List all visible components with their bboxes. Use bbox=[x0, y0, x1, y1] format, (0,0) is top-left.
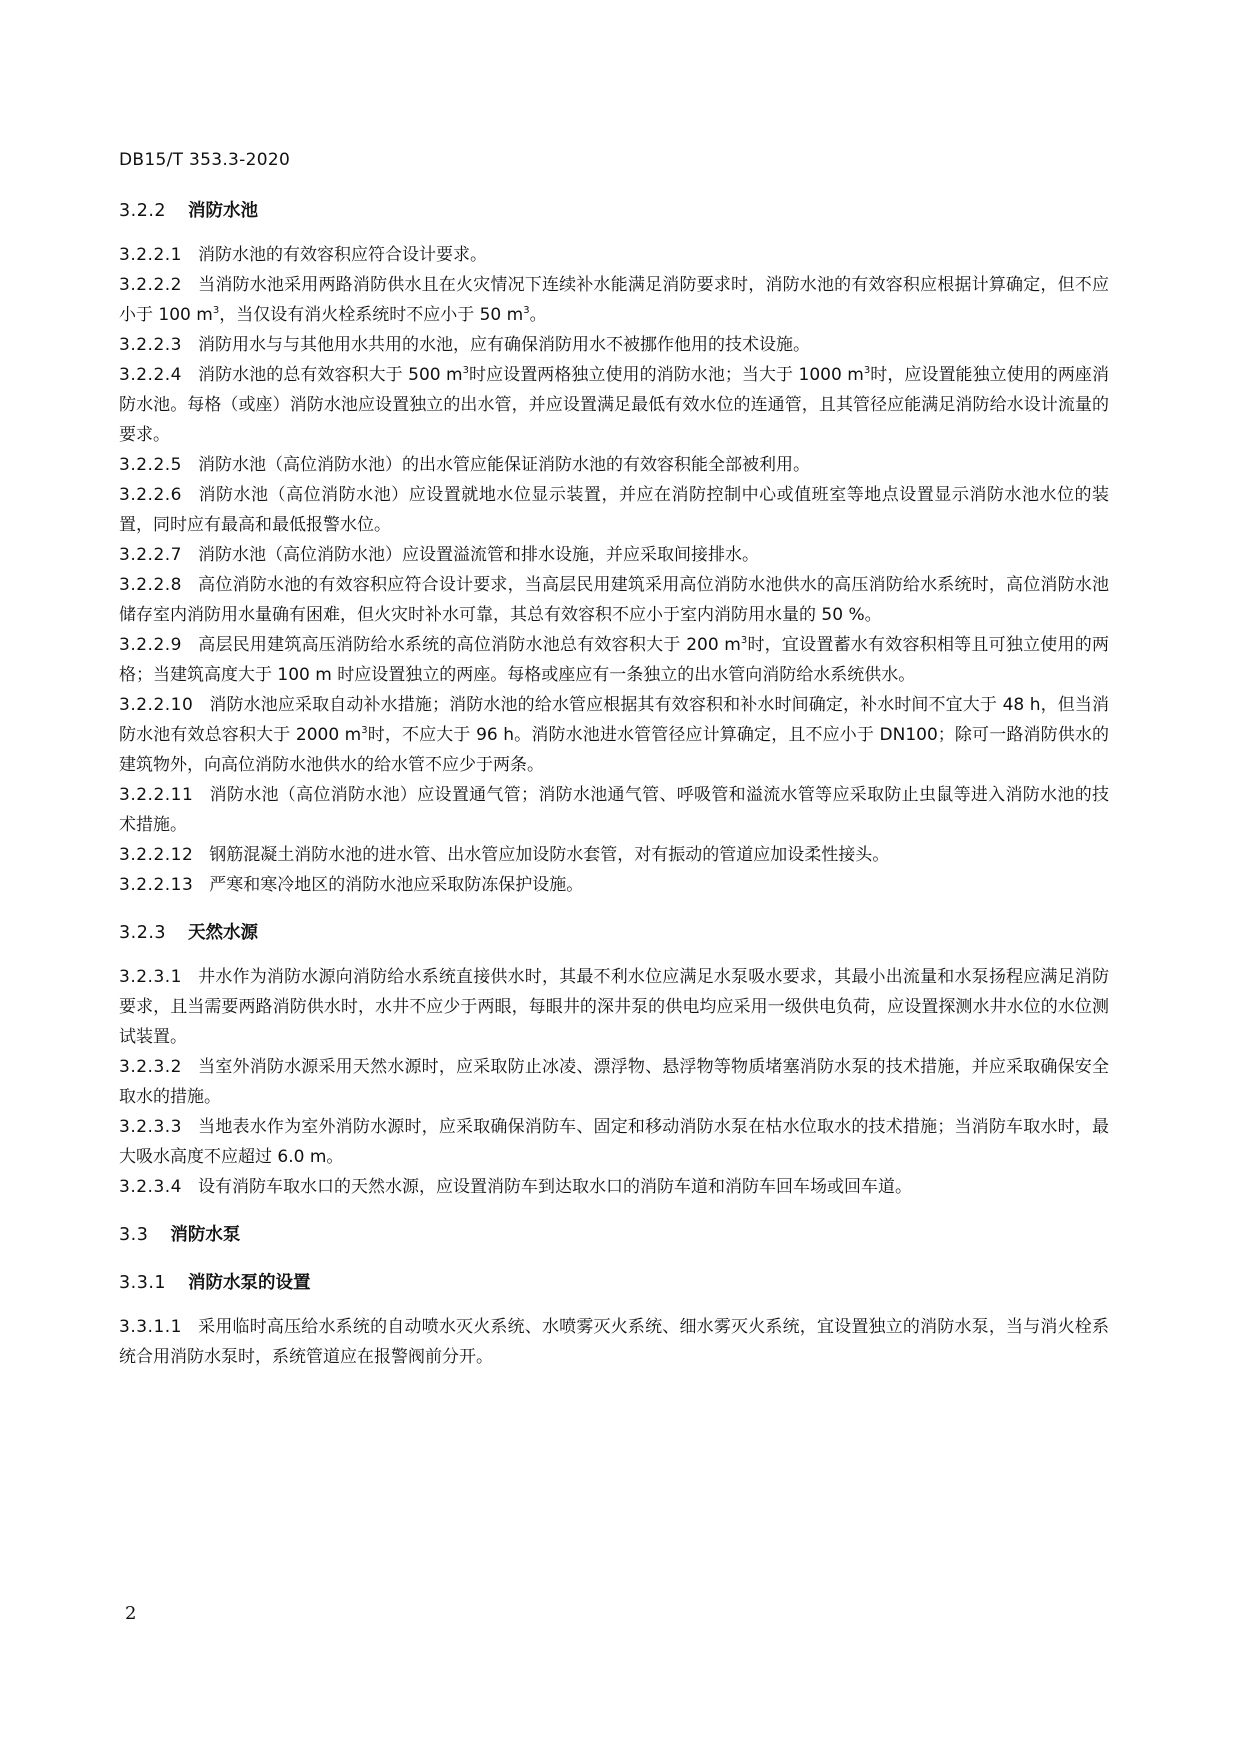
section-heading bbox=[119, 1268, 1109, 1298]
clause-text: 消防水池（高位消防水池）应设置通气管；消防水池通气管、呼吸管和溢流水管等应采取防止虫鼠等进入消防水池的技术措施。 bbox=[119, 785, 1109, 835]
clause-number: 3.2.2.7 bbox=[119, 545, 182, 565]
clause-number: 3.3.1.1 bbox=[119, 1317, 182, 1337]
clause-text: 消防水池的总有效容积大于 500 m bbox=[197, 365, 463, 385]
clause-text: 消防水池应采取自动补水措施；消防水池的给水管应根据其有效容积和补水时间确定，补水时间不宜大于 48 h，但当消防水池有效总容积大于 2000 m bbox=[119, 695, 1109, 745]
clause bbox=[119, 480, 1109, 540]
clause-number: 3.2.3.4 bbox=[119, 1177, 182, 1197]
clause-number: 3.2.2.1 bbox=[119, 245, 182, 265]
section-title: 消防水泵的设置 bbox=[188, 1273, 311, 1293]
clause bbox=[119, 360, 1109, 450]
superscript: 3 bbox=[462, 365, 469, 376]
clause-text: 时，应设置能独立使用的两座消防水池。每格（或座）消防水池应设置独立的出水管，并应设置满足最低有效水位的连通管，且其管径应能满足消防给水设计流量的要求。 bbox=[119, 365, 1109, 445]
clause bbox=[119, 540, 1109, 570]
clause-number: 3.2.2.9 bbox=[119, 635, 182, 655]
clause bbox=[119, 630, 1109, 690]
clause-text: 时应设置两格独立使用的消防水池；当大于 1000 m bbox=[469, 365, 864, 385]
clause-text: 当消防水池采用两路消防供水且在火灾情况下连续补水能满足消防要求时，消防水池的有效容积应根据计算确定，但不应小于 100 m bbox=[119, 275, 1109, 325]
section-number: 3.2.2 bbox=[119, 201, 167, 221]
superscript: 3 bbox=[863, 365, 871, 376]
clause-text: 消防用水与与其他用水共用的水池，应有确保消防用水不被挪作他用的技术设施。 bbox=[197, 335, 810, 355]
clause bbox=[119, 690, 1109, 780]
clause-number: 3.2.2.10 bbox=[119, 695, 194, 715]
clause bbox=[119, 1312, 1109, 1372]
clause-text: 设有消防车取水口的天然水源，应设置消防车到达取水口的消防车道和消防车回车场或回车道。 bbox=[197, 1177, 912, 1197]
clause-text: ，当仅设有消火栓系统时不应小于 50 m bbox=[219, 305, 524, 325]
clause-text: 当室外消防水源采用天然水源时，应采取防止冰凌、漂浮物、悬浮物等物质堵塞消防水泵的技术措施，并应采取确保安全取水的措施。 bbox=[119, 1057, 1109, 1107]
clause-text: 。 bbox=[529, 305, 547, 325]
superscript: 3 bbox=[361, 725, 368, 736]
clause-text: 时，宜设置蓄水有效容积相等且可独立使用的两格；当建筑高度大于 100 m 时应设置独立的两座。每格或座应有一条独立的出水管向消防给水系统供水。 bbox=[119, 635, 1109, 685]
superscript: 3 bbox=[212, 305, 220, 316]
section-number: 3.2.3 bbox=[119, 923, 167, 943]
clause-number: 3.2.2.4 bbox=[119, 365, 182, 385]
clause bbox=[119, 870, 1109, 900]
clause bbox=[119, 270, 1109, 330]
clause-number: 3.2.2.13 bbox=[119, 875, 194, 895]
clause bbox=[119, 840, 1109, 870]
clause bbox=[119, 962, 1109, 1052]
section-title: 消防水池 bbox=[188, 201, 259, 221]
section-heading bbox=[119, 196, 1109, 226]
clause-text: 消防水池（高位消防水池）应设置溢流管和排水设施，并应采取间接排水。 bbox=[197, 545, 759, 565]
clause bbox=[119, 240, 1109, 270]
clause-number: 3.2.2.12 bbox=[119, 845, 194, 865]
clause-text: 消防水池（高位消防水池）应设置就地水位显示装置，并应在消防控制中心或值班室等地点设置显示消防水池水位的装置，同时应有最高和最低报警水位。 bbox=[119, 485, 1109, 535]
clause bbox=[119, 1052, 1109, 1112]
superscript: 3 bbox=[740, 635, 748, 646]
clause bbox=[119, 1112, 1109, 1172]
clause-number: 3.2.3.3 bbox=[119, 1117, 182, 1137]
clause-text: 高层民用建筑高压消防给水系统的高位消防水池总有效容积大于 200 m bbox=[197, 635, 741, 655]
clause-text: 高位消防水池的有效容积应符合设计要求，当高层民用建筑采用高位消防水池供水的高压消防给水系统时，高位消防水池储存室内消防用水量确有困难，但火灾时补水可靠，其总有效容积不应小于室内消防用水量的 50 %。 bbox=[119, 575, 1109, 625]
clause-number: 3.2.3.2 bbox=[119, 1057, 182, 1077]
page-number: 2 bbox=[125, 1603, 137, 1624]
clause-text: 消防水池的有效容积应符合设计要求。 bbox=[197, 245, 487, 265]
clause-text: 井水作为消防水源向消防给水系统直接供水时，其最不利水位应满足水泵吸水要求，其最小出流量和水泵扬程应满足消防要求，且当需要两路消防供水时，水井不应少于两眼，每眼井的深井泵的供电均应采用一级供电负荷，应设置探测水井水位的水位测试装置。 bbox=[119, 967, 1109, 1047]
clause bbox=[119, 780, 1109, 840]
clause bbox=[119, 570, 1109, 630]
clause-number: 3.2.2.5 bbox=[119, 455, 182, 475]
clause bbox=[119, 330, 1109, 360]
clause-number: 3.2.2.6 bbox=[119, 485, 182, 505]
standard-code: DB15/T 353.3-2020 bbox=[119, 150, 291, 170]
clause-text: 严寒和寒冷地区的消防水池应采取防冻保护设施。 bbox=[209, 875, 584, 895]
clause-number: 3.2.2.8 bbox=[119, 575, 182, 595]
clause-text: 消防水池（高位消防水池）的出水管应能保证消防水池的有效容积能全部被利用。 bbox=[197, 455, 810, 475]
section-heading bbox=[119, 918, 1109, 948]
clause-number: 3.2.2.3 bbox=[119, 335, 182, 355]
section-number: 3.3.1 bbox=[119, 1273, 167, 1293]
clause bbox=[119, 1172, 1109, 1202]
clause-text: 时，不应大于 96 h。消防水池进水管管径应计算确定，且不应小于 DN100；除可一路消防供水的建筑物外，向高位消防水池供水的给水管不应少于两条。 bbox=[119, 725, 1109, 775]
clause-text: 当地表水作为室外消防水源时，应采取确保消防车、固定和移动消防水泵在枯水位取水的技术措施；当消防车取水时，最大吸水高度不应超过 6.0 m。 bbox=[119, 1117, 1109, 1167]
clause bbox=[119, 450, 1109, 480]
section-title: 消防水泵 bbox=[170, 1225, 241, 1245]
section-title: 天然水源 bbox=[188, 923, 259, 943]
document-body bbox=[119, 196, 1109, 1372]
clause-number: 3.2.2.2 bbox=[119, 275, 182, 295]
clause-text: 采用临时高压给水系统的自动喷水灭火系统、水喷雾灭火系统、细水雾灭火系统，宜设置独立的消防水泵，当与消火栓系统合用消防水泵时，系统管道应在报警阀前分开。 bbox=[119, 1317, 1109, 1367]
clause-number: 3.2.2.11 bbox=[119, 785, 194, 805]
clause-number: 3.2.3.1 bbox=[119, 967, 182, 987]
superscript: 3 bbox=[523, 305, 530, 316]
section-number: 3.3 bbox=[119, 1225, 149, 1245]
section-heading bbox=[119, 1220, 1109, 1250]
clause-text: 钢筋混凝土消防水池的进水管、出水管应加设防水套管，对有振动的管道应加设柔性接头。 bbox=[209, 845, 890, 865]
